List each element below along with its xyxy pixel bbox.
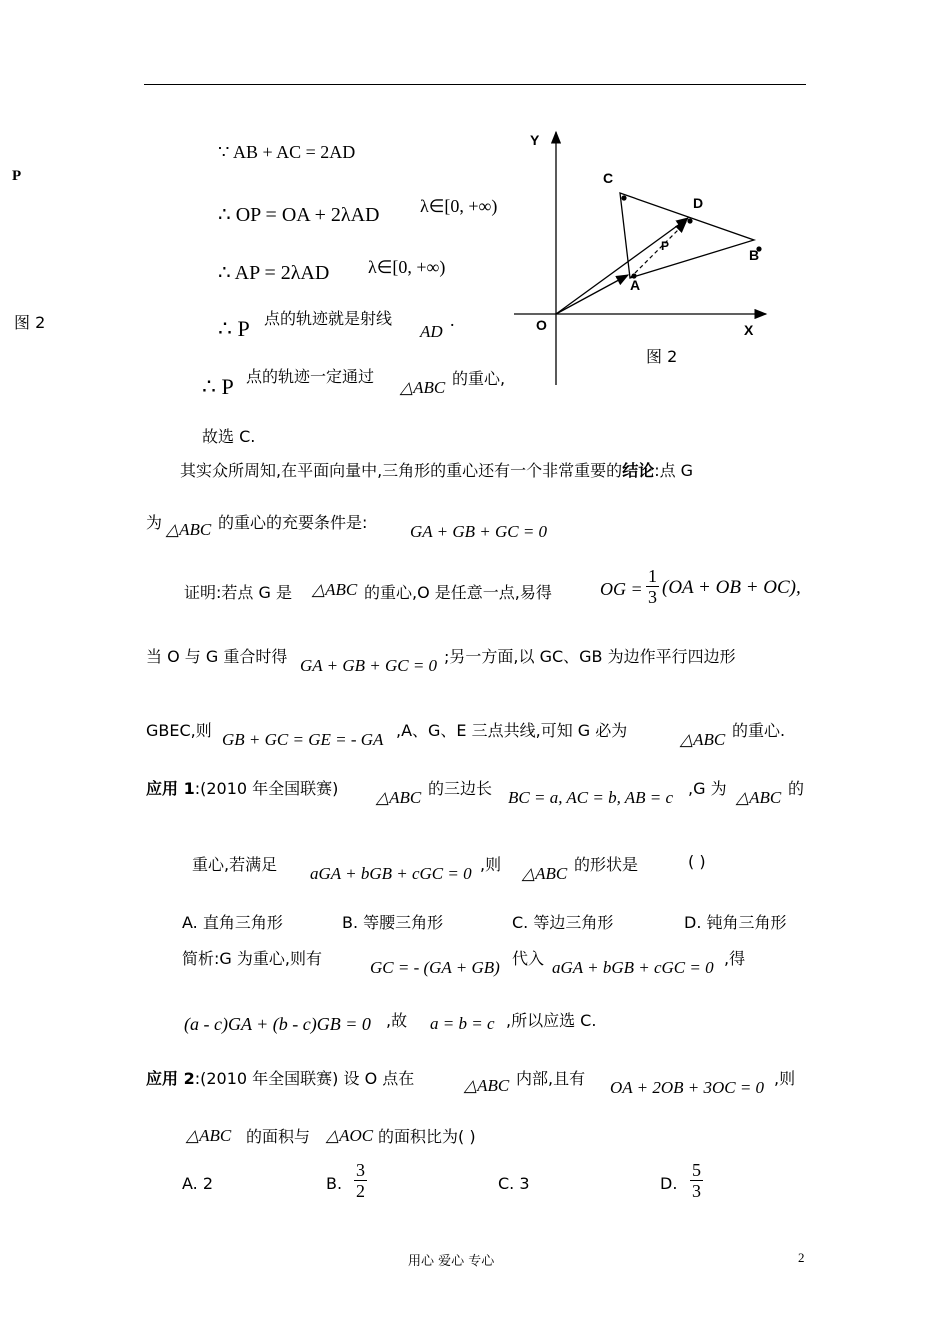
app1-text-5: 重心,若满足 [192,855,278,874]
para1-conclusion: 结论 [622,461,655,480]
para1-text-1: 其实众所周知,在平面向量中,三角形的重心还有一个非常重要的 [180,461,623,480]
proof-line-3-range: λ∈[0, +∞) [368,257,446,277]
app2-text-5: 的面积比为( ) [378,1127,476,1146]
para1-text-2: :点 G [654,461,694,480]
app1-option-d: D. 钝角三角形 [684,913,787,932]
app2-option-b-fraction [354,1160,367,1201]
app1-analysis-2: 代入 [512,949,545,968]
proof2-text-4: ;另一方面,以 GC、GB 为边作平行四边形 [444,647,736,666]
point-d [687,218,692,223]
proof2-eq2: GB + GC = GE = - GA [222,730,384,749]
app1-analysis-3: ,得 [724,949,746,968]
app1-analysis-5: ,所以应选 C. [506,1011,597,1030]
app1-abc: △ABC [376,788,422,807]
app1-analysis-eq3: (a - c)GA + (b - c)GB = 0 [184,1014,371,1034]
app2-eq: OA + 2OB + 3OC = 0 [610,1078,765,1097]
margin-fig-label: 图 2 [14,313,46,332]
proof2-text-3: 当 O 与 G 重合时得 [146,647,288,666]
proof2-fraction [646,566,659,607]
proof-line-4-ad: AD [420,322,443,341]
app2-text-1: :(2010 年全国联赛) 设 O 点在 [194,1069,415,1088]
footer-slogan: 用心 爱心 专心 [408,1254,495,1269]
app1-option-a: A. 直角三角形 [182,913,283,932]
proof-line-5-sym: ∴ P [202,374,234,399]
app2-text-3: ,则 [774,1069,796,1088]
vector-figure [500,120,790,400]
para1-abc: △ABC [166,520,212,539]
proof2-abc: △ABC [312,580,358,599]
figure-caption: 图 2 [646,347,678,366]
proof-line-2-range: λ∈[0, +∞) [420,196,498,216]
app1-text-3: ,G 为 [688,779,727,798]
proof-line-6: 故选 C. [202,427,256,446]
app2-text-2: 内部,且有 [516,1069,586,1088]
header-rule [144,84,806,85]
app2-label: 应用 2 [146,1069,195,1088]
app2-abc: △ABC [464,1076,510,1095]
triangle-abc [620,193,754,278]
app2-heading [146,1066,414,1089]
proof-line-2: ∴ OP = OA + 2λAD [218,204,380,226]
app1-text-1: :(2010 年全国联赛) [194,779,339,798]
app1-text-2: 的三边长 [428,779,493,798]
app2-option-a: A. 2 [182,1174,214,1193]
proof2-sum: (OA + OB + OC), [662,577,801,598]
app1-analysis-4: ,故 [386,1011,408,1030]
label-p: P [661,239,670,253]
app2-text-4: 的面积与 [246,1127,311,1146]
proof2-text-7: 的重心. [732,721,786,740]
app1-answer-paren: ( ) [688,852,706,871]
app2-b-den: 2 [356,1181,365,1201]
app1-label: 应用 1 [146,779,195,798]
app2-option-c: C. 3 [498,1174,530,1193]
proof2-abc2: △ABC [680,730,726,749]
app1-text-6: ,则 [480,855,502,874]
label-o: O [536,317,547,333]
app2-b-num: 3 [356,1160,365,1180]
proof-line-3: ∴ AP = 2λAD [218,262,330,284]
app1-abc3: △ABC [522,864,568,883]
app2-d-den: 3 [692,1181,701,1201]
proof-line-5-end: 的重心, [452,369,506,388]
para1-equation: GA + GB + GC = 0 [410,522,548,541]
app1-option-b: B. 等腰三角形 [342,913,444,932]
app1-analysis-eq2: aGA + bGB + cGC = 0 [552,958,714,977]
label-x: X [744,322,754,338]
app1-text-4: 的 [788,779,805,798]
app1-eq2: aGA + bGB + cGC = 0 [310,864,472,883]
para1-text-4: 的重心的充要条件是: [218,513,368,532]
proof2-text-5: GBEC,则 [146,721,212,740]
proof2-eq1: GA + GB + GC = 0 [300,656,438,675]
proof2-og: OG = [600,579,643,599]
app2-d-num: 5 [692,1160,701,1180]
proof-line-5-abc: △ABC [400,378,446,397]
app2-option-b: B. [326,1174,343,1193]
app1-heading [146,776,338,799]
app1-abc2: △ABC [736,788,782,807]
margin-p: P [12,168,22,184]
app1-analysis-eq1: GC = - (GA + GB) [370,958,500,977]
app2-option-d: D. [660,1174,678,1193]
app1-analysis-1: 简析:G 为重心,则有 [182,949,322,968]
para1-text-3: 为 [146,513,163,532]
app1-option-c: C. 等边三角形 [512,913,614,932]
proof2-frac-num: 1 [648,566,657,586]
page-number: 2 [798,1250,805,1265]
proof2-text-6: ,A、G、E 三点共线,可知 G 必为 [396,721,628,740]
proof-line-5-text: 点的轨迹一定通过 [246,367,375,386]
label-b: B [749,247,760,263]
app2-option-d-fraction [690,1160,703,1201]
app1-eq: BC = a, AC = b, AB = c [508,788,674,807]
label-y: Y [530,132,540,148]
proof2-frac-den: 3 [648,587,657,607]
label-d: D [693,195,704,211]
proof-line-1: ∵ AB + AC = 2AD [218,142,356,162]
label-c: C [603,170,614,186]
app1-analysis-eq4: a = b = c [430,1014,495,1033]
proof-line-4-sym: ∴ P [218,316,250,341]
para1-line1 [180,458,693,481]
vector-oa [556,275,628,314]
app1-text-7: 的形状是 [574,855,639,874]
proof-line-4-text: 点的轨迹就是射线 [264,309,393,328]
proof2-text-1: 证明:若点 G 是 [184,583,292,602]
app2-aoc: △AOC [326,1126,374,1145]
proof2-text-2: 的重心,O 是任意一点,易得 [364,583,552,602]
app2-abc2: △ABC [186,1126,232,1145]
point-c [621,195,626,200]
proof-line-4-dot: . [450,310,455,330]
label-a: A [630,277,641,293]
